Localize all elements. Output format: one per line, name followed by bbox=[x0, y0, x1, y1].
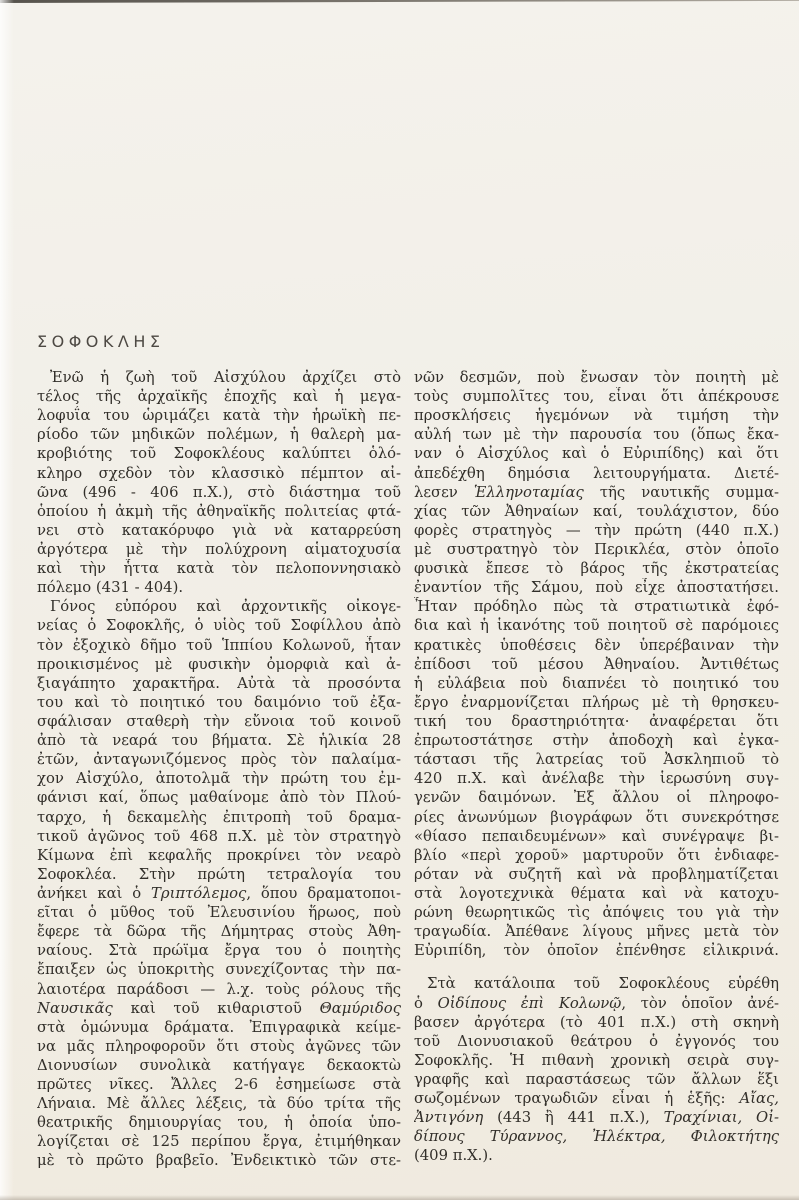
text-line: ἐπίδοσι τοῦ μέσου Ἀθηναίου. Ἀντιθέτως bbox=[414, 655, 779, 673]
text-line: Γόνος εὐπόρου καὶ ἀρχοντικῆς οἰκογε- bbox=[50, 598, 401, 616]
text-line: νείας ὁ Σοφοκλῆς, ὁ υἱὸς τοῦ Σοφίλλου ἀπὸ bbox=[37, 617, 401, 635]
text-line: Ἦταν πρόδηλο πὼς τὰ στρατιωτικὰ ἐφό- bbox=[414, 598, 779, 616]
text-line: βασεν ἀργότερα (τὸ 401 π.Χ.) στὴ σκηνὴ bbox=[414, 1013, 779, 1031]
text-line: θεατρικῆς δημιουργίας του, ἡ ὁποία ὑπο- bbox=[37, 1114, 401, 1132]
text-line: του καὶ τὸ ποιητικό του δαιμόνιο τοῦ ἐξα- bbox=[37, 693, 401, 711]
text-line: τάστασι τῆς λατρείας τοῦ Ἀσκληπιοῦ τὸ bbox=[414, 751, 779, 769]
paragraph bbox=[37, 597, 401, 1170]
text-line: κροβιότης τοῦ Σοφοκλέους καλύπτει ὁλό- bbox=[37, 445, 401, 463]
paragraph bbox=[414, 974, 779, 1165]
text-line: ναίους. Στὰ πρώϊμα ἔργα του ὁ ποιητὴς bbox=[37, 942, 401, 960]
page-bottom-edge bbox=[0, 1195, 799, 1200]
text-line: Ἀντιγόνη (443 ἢ 441 π.Χ.), Τραχίνιαι, Οἰ- bbox=[414, 1109, 779, 1127]
text-line: καὶ τὴν ἧττα κατὰ τὸν πελοποννησιακὸ bbox=[37, 560, 401, 578]
text-line: Λήναια. Μὲ ἄλλες λέξεις, τὰ δύο τρίτα τῆς bbox=[37, 1095, 401, 1113]
text-line: πρῶτες νῖκες. Ἄλλες 2-6 ἐσημείωσε στὰ bbox=[37, 1076, 401, 1094]
text-line: τοῦ Διονυσιακοῦ θεάτρου ὁ ἐγγονός του bbox=[414, 1032, 779, 1050]
text-line: (409 π.Χ.). bbox=[414, 1147, 493, 1165]
text-line: αὐλή των μὲ τὴν παρουσία του (ὅπως ἔκα- bbox=[414, 426, 779, 444]
text-line: «θίασο πεπαιδευμένων» καὶ συνέγραψε βι- bbox=[414, 827, 779, 845]
text-line: ναν ὁ Αἰσχύλος καὶ ὁ Εὐριπίδης) καὶ ὅτι bbox=[414, 445, 779, 463]
paragraph bbox=[37, 368, 401, 597]
text-line: τέλος τῆς ἀρχαϊκῆς ἐποχῆς καὶ ἡ μεγα- bbox=[37, 388, 401, 406]
text-line: προσκλήσεις ἡγεμόνων νὰ τιμήση τὴν bbox=[414, 407, 779, 425]
text-line: Διονυσίων συνολικὰ κατήγαγε δεκαοκτὼ bbox=[37, 1056, 401, 1074]
text-line: ἡ εὐλάβεια ποὺ διαπνέει τὸ ποιητικό του bbox=[414, 674, 779, 692]
paragraph bbox=[414, 368, 779, 960]
text-line: ἀπεδέχθη δημόσια λειτουργήματα. Διετέ- bbox=[414, 464, 779, 482]
text-line: Ἐνῶ ἡ ζωὴ τοῦ Αἰσχύλου ἀρχίζει στὸ bbox=[50, 369, 401, 386]
text-line: χον Αἰσχύλο, ἀποτολμᾶ τὴν πρώτη του ἐμ- bbox=[37, 770, 401, 788]
text-line: νει στὸ κατακόρυφο γιὰ νὰ καταρρεύση bbox=[37, 521, 401, 539]
text-line: κληρο σχεδὸν τὸν κλασσικὸ πέμπτον αἰ- bbox=[37, 464, 401, 482]
text-line: 420 π.Χ. καὶ ἀνέλαβε τὴν ἱερωσύνη συγ- bbox=[414, 770, 779, 788]
text-line: χίας τῶν Ἀθηναίων καί, τουλάχιστον, δύο bbox=[414, 502, 779, 520]
text-line: φυσικὰ ἔπεσε τὸ βάρος τῆς ἐκστρατείας bbox=[414, 560, 779, 578]
text-line: ρίες ἀνωνύμων βιογράφων ὅτι συνεκρότησε bbox=[414, 808, 779, 826]
text-line: τοὺς συμπολῖτες του, εἶναι ὅτι ἀπέκρουσε bbox=[414, 388, 779, 406]
text-line: ἔφερε τὰ δῶρα τῆς Δήμητρας στοὺς Ἀθη- bbox=[37, 923, 401, 941]
text-line: γενῶν δαιμόνων. Ἐξ ἄλλου οἱ πληροφο- bbox=[414, 789, 779, 807]
text-line: τικοῦ ἀγῶνος τοῦ 468 π.Χ. μὲ τὸν στρατηγὸ bbox=[37, 827, 401, 845]
text-line: γραφῆς καὶ παραστάσεως τῶν ἄλλων ἕξι bbox=[414, 1070, 779, 1088]
text-line: τὸν ἐξοχικὸ δῆμο τοῦ Ἱππίου Κολωνοῦ, ἦταν bbox=[37, 636, 401, 654]
text-line: λογίζεται σὲ 125 περίπου ἔργα, ἐτιμήθηκαν bbox=[37, 1133, 401, 1151]
text-line: να μᾶς πληροφοροῦν ὅτι στοὺς ἀγῶνες τῶν bbox=[37, 1037, 401, 1055]
text-line: ρώνη θεωρητικῶς τὶς ἀπόψεις του γιὰ τὴν bbox=[414, 904, 779, 922]
text-line: δια καὶ ἡ ἱκανότης τοῦ ποιητοῦ σὲ παρόμοιες bbox=[414, 617, 779, 635]
text-line: σφάλισαν σταθερὴ τὴν εὔνοια τοῦ κοινοῦ bbox=[37, 712, 401, 730]
text-line: λαιοτέρα παράδοσι — λ.χ. τοὺς ρόλους τῆς bbox=[37, 980, 401, 998]
text-column-right bbox=[414, 368, 779, 1165]
text-line: ρίοδο τῶν μηδικῶν πολέμων, ἡ θαλερὴ μα- bbox=[37, 426, 401, 444]
page-left-edge bbox=[0, 0, 14, 1200]
text-line: βλίο «περὶ χοροῦ» μαρτυροῦν ὅτι ἐνδιαφε- bbox=[414, 846, 779, 864]
text-line: προικισμένος μὲ φυσικὴν ὀμορφιὰ καὶ ἀ- bbox=[37, 655, 401, 673]
text-line: λεσεν Ἑλληνοταμίας τῆς ναυτικῆς συμμα- bbox=[414, 483, 779, 501]
text-line: μὲ συστρατηγὸ τὸν Περικλέα, στὸν ὁποῖο bbox=[414, 540, 779, 558]
text-line: Σοφοκλῆς. Ἡ πιθανὴ χρονικὴ σειρὰ συγ- bbox=[414, 1051, 779, 1069]
text-line: νῶν δεσμῶν, ποὺ ἔνωσαν τὸν ποιητὴ μὲ bbox=[414, 369, 779, 386]
article-title: ΣΟΦΟΚΛΗΣ bbox=[37, 332, 165, 351]
text-column-left bbox=[37, 368, 401, 1171]
text-line: Σοφοκλέα. Στὴν πρώτη τετραλογία του bbox=[37, 865, 401, 883]
text-line: εῖται ὁ μῦθος τοῦ Ἐλευσινίου ἥρωος, ποὺ bbox=[37, 904, 401, 922]
text-line: ἔπαιξεν ὡς ὑποκριτὴς συνεχίζοντας τὴν πα- bbox=[37, 961, 401, 979]
text-line: φορὲς στρατηγὸς — τὴν πρώτη (440 π.Χ.) bbox=[414, 521, 779, 539]
text-line: μὲ τὸ πρῶτο βραβεῖο. Ἐνδεικτικὸ τῶν στε- bbox=[37, 1152, 401, 1170]
text-line: Κίμωνα ἐπὶ κεφαλῆς προκρίνει τὸν νεαρὸ bbox=[37, 846, 401, 864]
text-line: ἀπὸ τὰ νεαρά του βήματα. Σὲ ἡλικία 28 bbox=[37, 732, 401, 750]
text-line: ἐτῶν, ἀνταγωνιζόμενος πρὸς τὸν παλαίμα- bbox=[37, 751, 401, 769]
text-line: στὰ λογοτεχνικὰ θέματα καὶ νὰ κατοχυ- bbox=[414, 884, 779, 902]
text-line: ἀνήκει καὶ ὁ Τριπτόλεμος, ὅπου δραματοποι- bbox=[37, 884, 401, 902]
text-line: ἐπρωτοστάτησε στὴν ἀποδοχὴ καὶ ἐγκα- bbox=[414, 732, 779, 750]
text-line: ῶνα (496 - 406 π.Χ.), στὸ διάστημα τοῦ bbox=[37, 483, 401, 501]
text-line: ὁ Οἰδίπους ἐπὶ Κολωνῷ, τὸν ὁποῖον ἀνέ- bbox=[414, 994, 779, 1012]
text-line: ξιαγάπητο χαρακτῆρα. Αὐτὰ τὰ προσόντα bbox=[37, 674, 401, 692]
text-line: ρόταν νὰ συζητῆ καὶ νὰ προβληματίζεται bbox=[414, 865, 779, 883]
text-line: κρατικὲς ὑποθέσεις δὲν ὑπερέβαιναν τὴν bbox=[414, 636, 779, 654]
text-line: φάνισι καί, ὅπως μαθαίνομε ἀπὸ τὸν Πλού- bbox=[37, 789, 401, 807]
text-line: Εὐριπίδη, τὸν ὁποῖον ἐπένθησε εἰλικρινά. bbox=[414, 942, 779, 960]
text-line: ἔργο ἐναρμονίζεται πλήρως μὲ τὴ θρησκευ- bbox=[414, 693, 779, 711]
text-line: τική του δραστηριότητα· ἀναφέρεται ὅτι bbox=[414, 712, 779, 730]
text-line: Ναυσικᾶς καὶ τοῦ κιθαριστοῦ Θαμύριδος bbox=[37, 999, 401, 1017]
text-line: ἐναντίον τῆς Σάμου, ποὺ εἶχε ἀποστατήσει. bbox=[414, 579, 779, 597]
text-line: στὰ ὁμώνυμα δράματα. Ἐπιγραφικὰ κείμε- bbox=[37, 1018, 401, 1036]
text-line: ταρχο, ἡ δεκαμελὴς ἐπιτροπὴ τοῦ δραμα- bbox=[37, 808, 401, 826]
text-line: πόλεμο (431 - 404). bbox=[37, 579, 184, 597]
text-line: λοφυΐα του ὡριμάζει κατὰ τὴν ἡρωϊκὴ πε- bbox=[37, 407, 401, 425]
text-line: δίπους Τύραννος, Ἠλέκτρα, Φιλοκτήτης bbox=[414, 1128, 779, 1146]
text-line: ὁποίου ἡ ἀκμὴ τῆς ἀθηναϊκῆς πολιτείας φτά- bbox=[37, 502, 401, 520]
text-line: ἀργότερα μὲ τὴν πολύχρονη αἱματοχυσία bbox=[37, 540, 401, 558]
text-line: σωζομένων τραγωδιῶν εἶναι ἡ ἑξῆς: Αἴας, bbox=[414, 1090, 779, 1108]
text-line: τραγωδία. Ἀπέθανε λίγους μῆνες μετὰ τὸν bbox=[414, 923, 779, 941]
text-line: Στὰ κατάλοιπα τοῦ Σοφοκλέους εὑρέθη bbox=[427, 975, 779, 993]
